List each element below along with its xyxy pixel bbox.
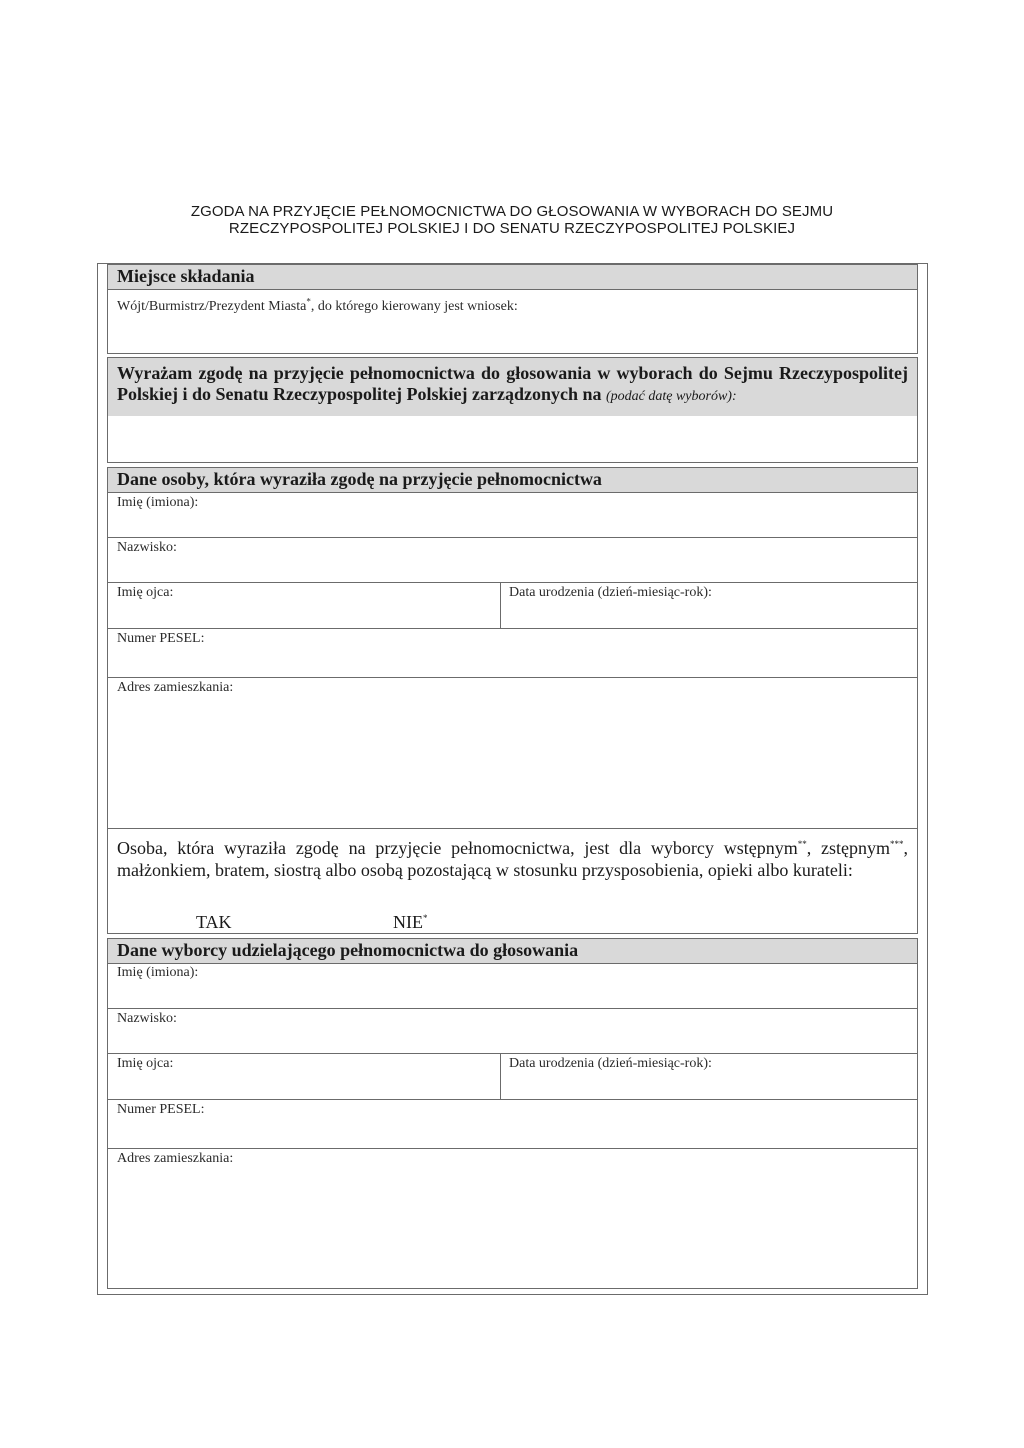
proxy-first-name-field[interactable] <box>108 512 917 536</box>
proxy-birth-date-field[interactable] <box>501 603 917 627</box>
proxy-father-name-label: Imię ojca: <box>117 585 174 600</box>
divider <box>108 1148 917 1149</box>
voter-first-name-label: Imię (imiona): <box>117 965 199 980</box>
proxy-relation-yes-option[interactable]: TAK <box>196 912 232 932</box>
divider <box>108 628 917 629</box>
consent-section <box>107 357 918 463</box>
proxy-relation-text-c: , małżonkiem, bratem, siostrą albo osobą pozostającą w stosunku przysposobienia, opieki albo kurateli: <box>117 838 908 880</box>
consent-statement-text: Wyrażam zgodę na przyjęcie pełnomocnictwa do głosowania w wyborach do Sejmu Rzeczypospolitej Polskiej i do Senatu Rzeczypospolitej Polskiej zarządzonych na <box>117 363 908 404</box>
proxy-relation-no-footnote: * <box>423 913 428 923</box>
voter-birth-date-label: Data urodzenia (dzień-miesiąc-rok): <box>509 1056 712 1071</box>
divider <box>108 1099 917 1100</box>
place-office-label <box>117 296 518 315</box>
proxy-birth-date-label: Data urodzenia (dzień-miesiąc-rok): <box>509 585 712 600</box>
voter-header: Dane wyborcy udzielającego pełnomocnictwa do głosowania <box>108 939 917 964</box>
proxy-relation-footnote-1: ** <box>797 839 807 849</box>
proxy-last-name-field[interactable] <box>108 558 917 582</box>
proxy-pesel-field[interactable] <box>108 649 917 677</box>
voter-pesel-label: Numer PESEL: <box>117 1102 205 1117</box>
voter-father-name-field[interactable] <box>108 1074 500 1098</box>
voter-section <box>107 938 918 1289</box>
voter-last-name-field[interactable] <box>108 1029 917 1053</box>
form-title-line-1: ZGODA NA PRZYJĘCIE PEŁNOMOCNICTWA DO GŁOSOWANIA W WYBORACH DO SEJMU <box>190 203 834 220</box>
proxy-header: Dane osoby, która wyraziła zgodę na przyjęcie pełnomocnictwa <box>108 468 917 493</box>
voter-address-field[interactable] <box>108 1169 917 1288</box>
proxy-relation-text <box>117 837 908 881</box>
divider <box>108 582 917 583</box>
place-header: Miejsce składania <box>108 265 917 290</box>
consent-election-date-field[interactable] <box>108 424 917 462</box>
proxy-address-label: Adres zamieszkania: <box>117 680 234 695</box>
voter-birth-date-field[interactable] <box>501 1074 917 1098</box>
proxy-first-name-label: Imię (imiona): <box>117 495 199 510</box>
place-section <box>107 264 918 354</box>
voter-father-name-label: Imię ojca: <box>117 1056 174 1071</box>
proxy-address-field[interactable] <box>108 698 917 826</box>
voter-pesel-field[interactable] <box>108 1120 917 1147</box>
voter-address-label: Adres zamieszkania: <box>117 1151 234 1166</box>
proxy-pesel-label: Numer PESEL: <box>117 631 205 646</box>
divider <box>108 677 917 678</box>
form-title <box>0 203 1024 237</box>
proxy-relation-no-option[interactable] <box>393 912 428 932</box>
place-office-field[interactable] <box>108 317 917 353</box>
proxy-relation-text-a: Osoba, która wyraziła zgodę na przyjęcie pełnomocnictwa, jest dla wyborcy wstępnym <box>117 838 798 858</box>
proxy-last-name-label: Nazwisko: <box>117 540 177 555</box>
consent-statement <box>108 358 917 416</box>
form-title-line-2: RZECZYPOSPOLITEJ POLSKIEJ I DO SENATU RZECZYPOSPOLITEJ POLSKIEJ <box>228 220 796 237</box>
proxy-section <box>107 467 918 934</box>
voter-last-name-label: Nazwisko: <box>117 1011 177 1026</box>
place-office-label-main: Wójt/Burmistrz/Prezydent Miasta <box>117 299 307 314</box>
proxy-relation-no-label: NIE <box>393 912 423 932</box>
place-office-label-rest: , do którego kierowany jest wniosek: <box>310 299 518 314</box>
proxy-father-name-field[interactable] <box>108 603 500 627</box>
proxy-relation-block <box>108 828 917 933</box>
divider <box>108 1053 917 1054</box>
divider <box>108 537 917 538</box>
consent-date-hint: (podać datę wyborów): <box>605 389 737 404</box>
voter-first-name-field[interactable] <box>108 983 917 1007</box>
divider <box>108 1008 917 1009</box>
proxy-relation-footnote-2: *** <box>889 839 904 849</box>
proxy-relation-text-b: , zstępnym <box>806 838 890 858</box>
place-office-label-footnote: * <box>306 296 311 307</box>
